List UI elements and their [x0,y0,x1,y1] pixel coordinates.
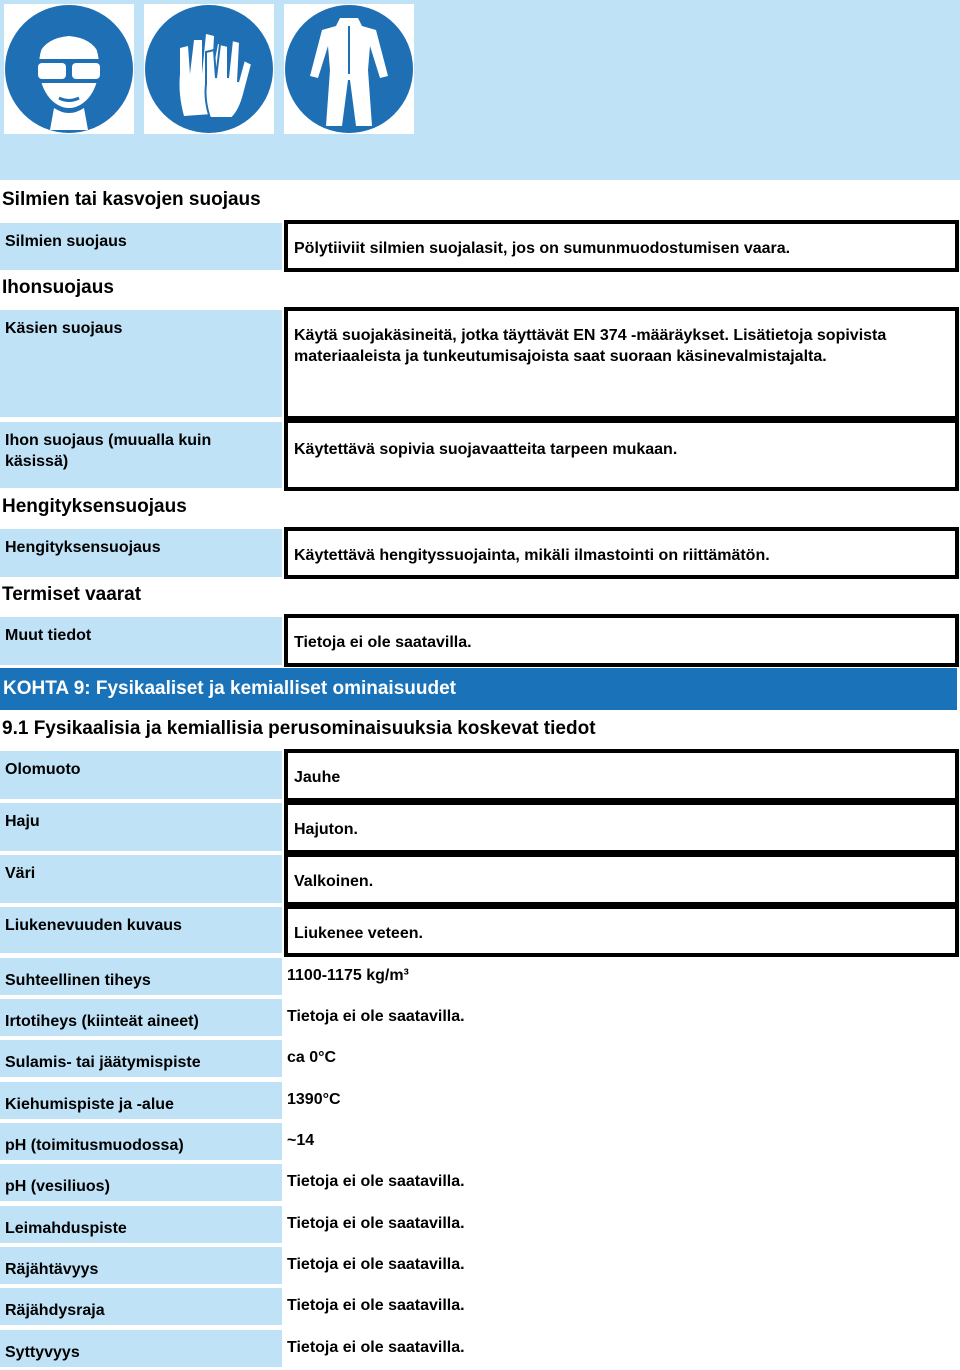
property-label: Syttyvyys [0,1330,282,1367]
respiratory-value: Käytettävä hengityssuojainta, mikäli ilmastointi on riittämätön. [284,527,959,579]
property-value: ca 0°C [287,1049,337,1066]
skin-protection-heading: Ihonsuojaus [2,277,114,298]
property-value: 1390°C [287,1091,341,1108]
property-value: Tietoja ei ole saatavilla. [287,1008,465,1025]
property-label: Väri [0,855,282,903]
property-value: ~14 [287,1132,315,1149]
eye-protection-pictogram [4,4,134,134]
property-label: pH (vesiliuos) [0,1164,282,1201]
property-value: Tietoja ei ole saatavilla. [287,1173,465,1190]
property-label: Haju [0,803,282,851]
property-label: Sulamis- tai jäätymispiste [0,1040,282,1077]
thermal-hazards-heading: Termiset vaarat [2,584,142,605]
property-label: pH (toimitusmuodossa) [0,1123,282,1160]
respiratory-heading: Hengityksensuojaus [2,496,187,517]
property-value: Tietoja ei ole saatavilla. [287,1256,465,1273]
other-info-label: Muut tiedot [0,617,282,665]
body-protection-value: Käytettävä sopivia suojavaatteita tarpeen mukaan. [284,419,959,491]
property-value: Tietoja ei ole saatavilla. [287,1215,465,1232]
section-9-1-subtitle: 9.1 Fysikaalisia ja kemiallisia perusominaisuuksia koskevat tiedot [2,718,596,739]
property-value: 1100-1175 kg/m³ [287,967,409,984]
section-9-title-bar: KOHTA 9: Fysikaaliset ja kemialliset ominaisuudet [0,668,957,710]
property-value: Tietoja ei ole saatavilla. [287,1339,465,1356]
property-label: Räjähdysraja [0,1288,282,1325]
body-protection-label: Ihon suojaus (muualla kuin käsissä) [0,422,282,488]
respiratory-label: Hengityksensuojaus [0,529,282,577]
body-protection-pictogram [284,4,414,134]
property-label: Kiehumispiste ja -alue [0,1082,282,1119]
property-value: Tietoja ei ole saatavilla. [287,1297,465,1314]
property-value: Jauhe [284,749,959,802]
hand-protection-value: Käytä suojakäsineitä, jotka täyttävät EN 374 -määräykset. Lisätietoja sopivista materiaaleista ja tunkeutumisajoista saat suoraan käsinevalmistajalta. [284,307,959,420]
other-info-value: Tietoja ei ole saatavilla. [284,614,959,667]
eye-face-heading: Silmien tai kasvojen suojaus [2,189,261,210]
body-protection-icon [284,4,414,134]
property-label: Räjähtävyys [0,1247,282,1284]
hand-protection-label: Käsien suojaus [0,310,282,417]
property-value: Liukenee veteen. [284,905,959,957]
eye-protection-icon [4,4,134,134]
hand-protection-icon [144,4,274,134]
property-value: Valkoinen. [284,853,959,906]
hand-protection-pictogram [144,4,274,134]
property-label: Liukenevuuden kuvaus [0,907,282,953]
property-label: Leimahduspiste [0,1206,282,1243]
property-label: Suhteellinen tiheys [0,958,282,995]
eye-protection-value: Pölytiiviit silmien suojalasit, jos on sumunmuodostumisen vaara. [284,220,959,272]
property-label: Olomuoto [0,751,282,799]
property-value: Hajuton. [284,801,959,854]
property-label: Irtotiheys (kiinteät aineet) [0,999,282,1036]
eye-protection-label: Silmien suojaus [0,223,282,270]
